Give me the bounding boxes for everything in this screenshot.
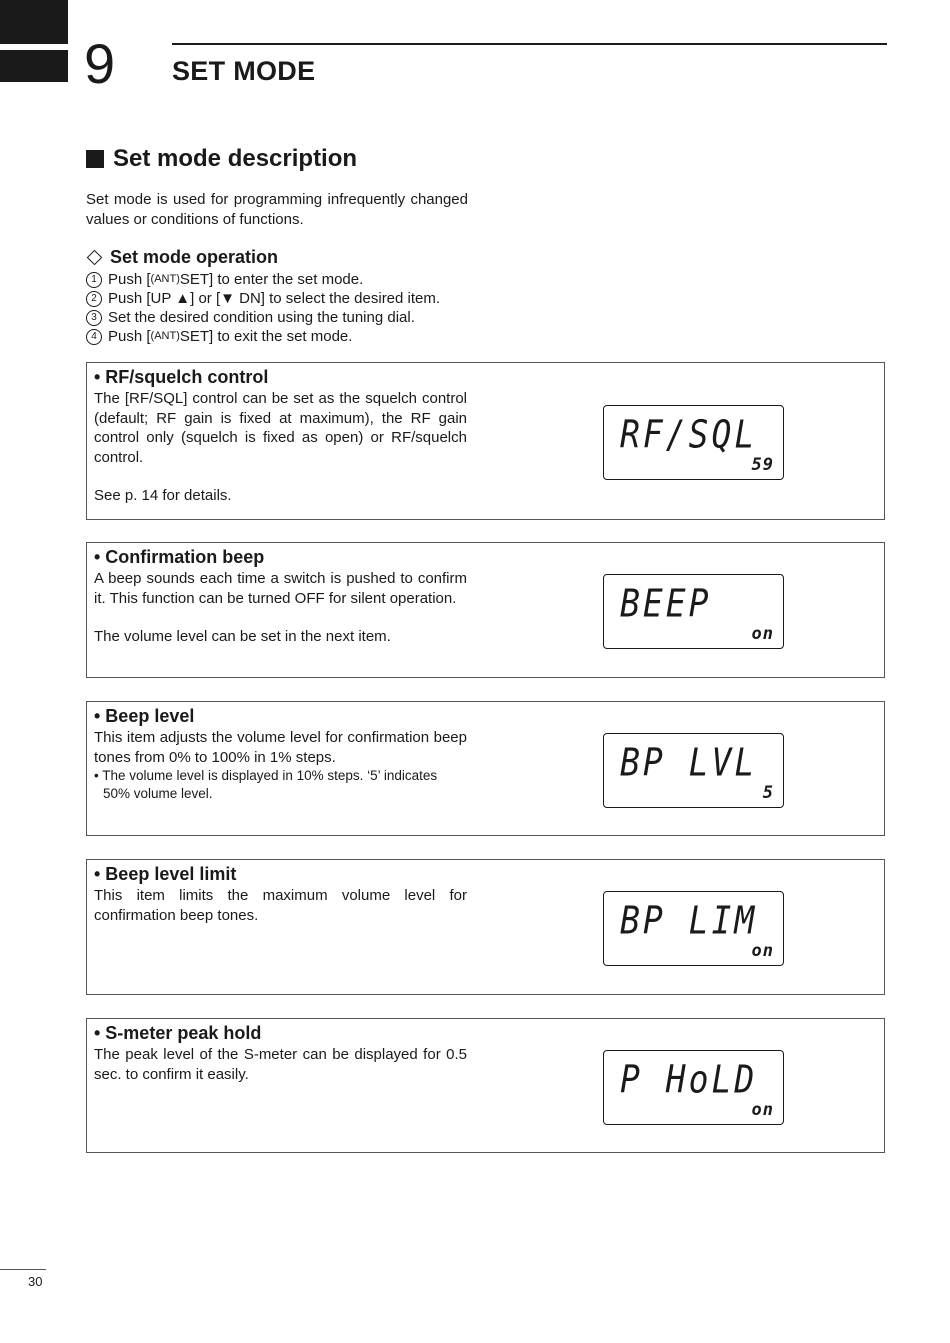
lcd-main-text: P HoLD [620,1057,758,1102]
black-square-icon [86,150,104,168]
step-text: Push [ [108,271,151,288]
circled-number-icon: 4 [86,329,102,345]
step-item [86,308,440,327]
lcd-display [603,891,784,966]
chapter-tab-top [0,0,68,44]
step-text: Push [UP ▲] or [▼ DN] to select the desired item. [108,290,441,307]
step-small-text: (ANT) [150,273,180,285]
lcd-display [603,405,784,480]
step-text: Push [ [108,328,151,345]
lcd-sub-text: on [751,624,774,644]
item-text: The [RF/SQL] control can be set as the squelch control (default; RF gain is fixed at maximum), the RF gain control only (squelch is fixed as open) or RF/squelch control. [94,390,467,466]
page-number: 30 [28,1274,43,1289]
diamond-icon [87,250,103,266]
item-text: A beep sounds each time a switch is pushed to confirm it. This function can be turned OFF for silent operation. [94,570,467,607]
lcd-sub-text: on [751,1100,774,1120]
item-title: • Confirmation beep [94,547,265,567]
operation-steps [86,270,440,346]
chapter-tab-bottom [0,50,68,82]
item-description [94,1045,467,1084]
step-item [86,289,440,308]
chapter-title: SET MODE [172,56,316,86]
circled-number-icon: 1 [86,272,102,288]
section-intro: Set mode is used for programming infrequently changed values or conditions of functions. [86,191,468,228]
item-description [94,389,467,506]
lcd-main-text: BP LIM [620,898,758,943]
lcd-sub-text: 59 [751,455,774,475]
operation-title [86,247,278,268]
item-text: This item limits the maximum volume level for confirmation beep tones. [94,887,467,924]
rf-squelch-box [86,362,885,520]
step-item [86,327,440,346]
item-description [94,728,467,802]
item-description [94,569,467,647]
item-extra: See p. 14 for details. [94,487,232,504]
item-title: • Beep level [94,706,195,726]
s-meter-peak-hold-box [86,1018,885,1153]
item-title: • RF/squelch control [94,367,269,387]
item-text: This item adjusts the volume level for confirmation beep tones from 0% to 100% in 1% steps. [94,729,467,766]
step-text-end: SET] to enter the set mode. [179,271,364,288]
step-text-end: SET] to exit the set mode. [179,328,353,345]
header-rule [172,43,887,45]
step-item [86,270,440,289]
lcd-display [603,733,784,808]
confirmation-beep-box [86,542,885,678]
section-title-text: Set mode description [113,145,358,172]
lcd-main-text: BEEP [620,581,712,626]
item-title: • S-meter peak hold [94,1023,262,1043]
section-title [86,145,357,173]
item-description [94,886,467,925]
item-extra: The volume level can be set in the next item. [94,628,391,645]
beep-level-box [86,701,885,836]
operation-title-text: Set mode operation [110,247,279,267]
step-text: Set the desired condition using the tuning dial. [108,309,415,326]
item-note: • The volume level is displayed in 10% steps. ‘5’ indicates 50% volume level. [94,768,438,801]
circled-number-icon: 2 [86,291,102,307]
footer-rule [0,1269,46,1270]
circled-number-icon: 3 [86,310,102,326]
item-text: The peak level of the S-meter can be displayed for 0.5 sec. to confirm it easily. [94,1046,467,1083]
lcd-main-text: RF/SQL [620,412,758,457]
chapter-number: 9 [84,32,116,95]
lcd-sub-text: 5 [762,783,774,803]
lcd-main-text: BP LVL [620,740,758,785]
item-title: • Beep level limit [94,864,237,884]
lcd-display [603,574,784,649]
beep-level-limit-box [86,859,885,995]
lcd-sub-text: on [751,941,774,961]
step-small-text: (ANT) [150,330,180,342]
lcd-display [603,1050,784,1125]
